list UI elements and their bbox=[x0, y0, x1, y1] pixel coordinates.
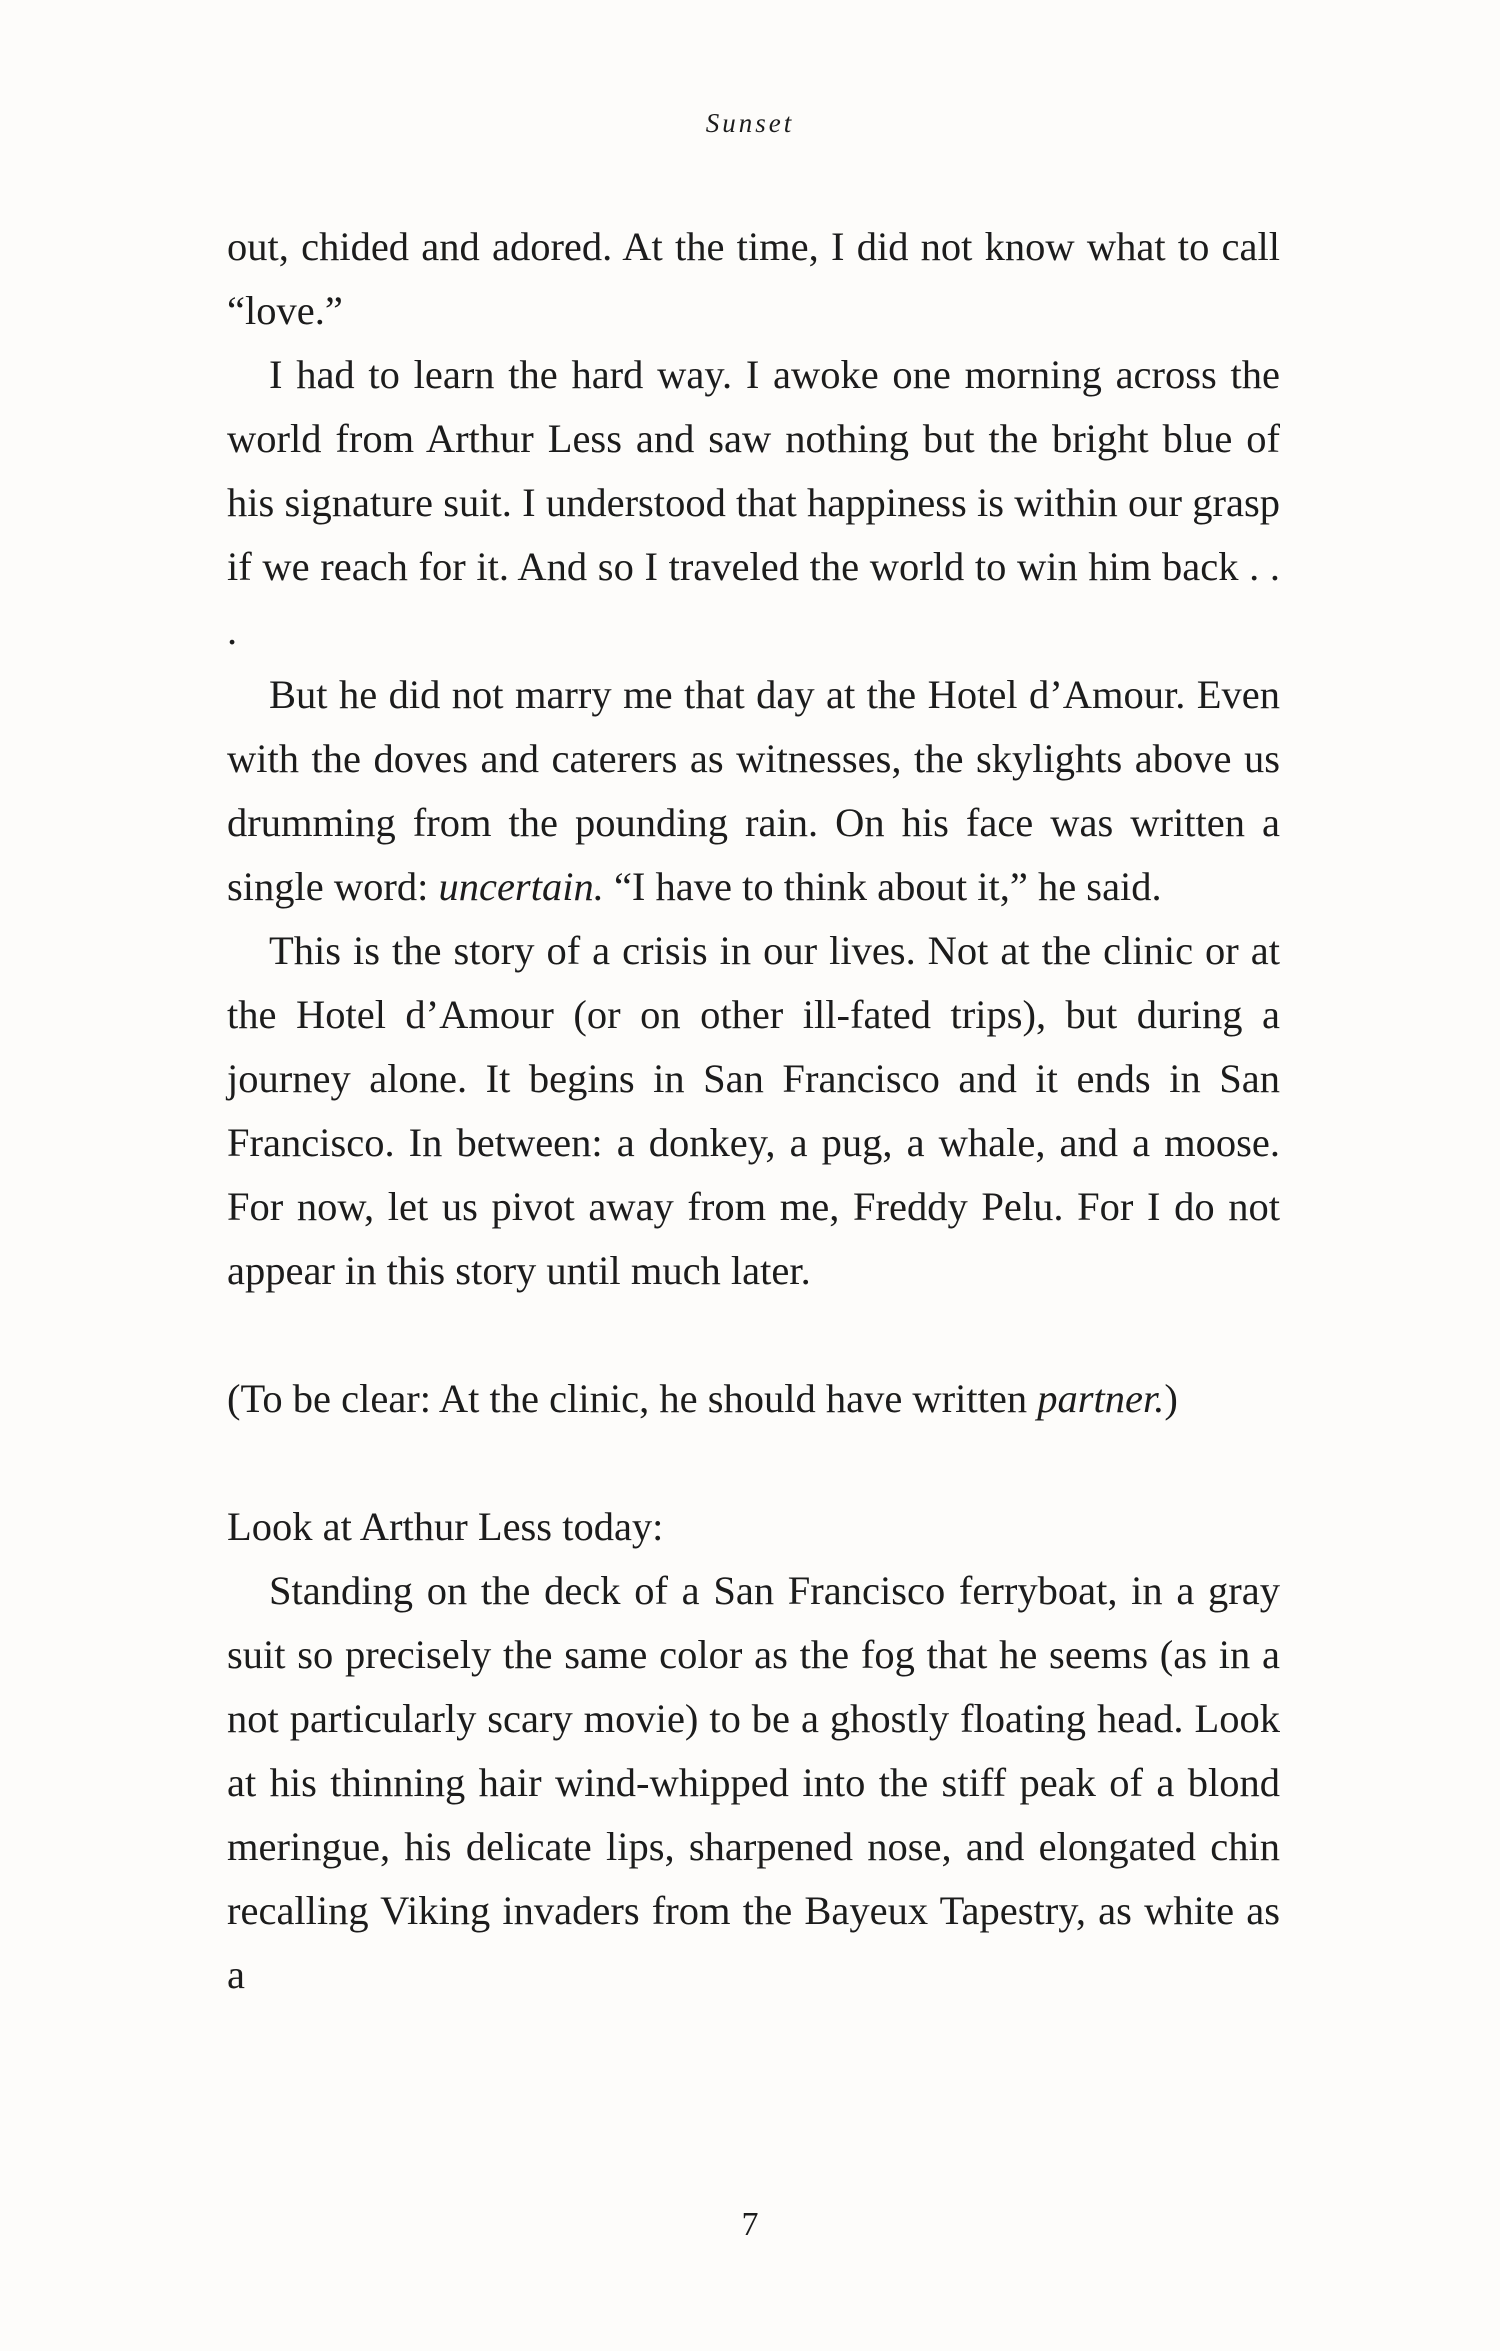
body-text bbox=[227, 215, 1280, 2007]
section-break bbox=[227, 1303, 1280, 1367]
paragraph bbox=[227, 663, 1280, 919]
paragraph-text: (To be clear: At the clinic, he should have written bbox=[227, 1376, 1038, 1421]
paragraph-text: But he did not marry me that day at the Hotel d’Amour. Even with the doves and caterers as witnesses, the skylights above us drumming from the pounding rain. On his face was written a single word: bbox=[227, 672, 1280, 909]
page-number: 7 bbox=[741, 2206, 759, 2243]
italic-word: uncertain. bbox=[438, 864, 604, 909]
paragraph-aside bbox=[227, 1367, 1280, 1431]
paragraph: Look at Arthur Less today: bbox=[227, 1504, 664, 1549]
paragraph: This is the story of a crisis in our lives. Not at the clinic or at the Hotel d’Amour (or on other ill-fated trips), but during a journey alone. It begins in San Francisco and it ends in San Francisco. In between: a donkey, a pug, a whale, and a moose. For now, let us pivot away from me, Freddy Pelu. For I do not appear in this story until much later. bbox=[227, 928, 1280, 1293]
paragraph-text: ) bbox=[1164, 1376, 1178, 1421]
italic-word: partner. bbox=[1037, 1376, 1165, 1421]
paragraph: I had to learn the hard way. I awoke one morning across the world from Arthur Less and saw nothing but the bright blue of his signature suit. I understood that happiness is within our grasp if we reach for it. And so I traveled the world to win him back . . . bbox=[227, 352, 1280, 653]
paragraph-text: “I have to think about it,” he said. bbox=[603, 864, 1162, 909]
running-head: Sunset bbox=[705, 108, 795, 138]
paragraph: Standing on the deck of a San Francisco ferryboat, in a gray suit so precisely the same color as the fog that he seems (as in a not particularly scary movie) to be a ghostly floating head. Look at his thinning hair wind-whipped into the stiff peak of a blond meringue, his delicate lips, sharpened nose, and elongated chin recalling Viking invaders from the Bayeux Tapestry, as white as a bbox=[227, 1568, 1280, 1997]
paragraph-continuation: out, chided and adored. At the time, I did not know what to call “love.” bbox=[227, 224, 1280, 333]
section-break bbox=[227, 1431, 1280, 1495]
